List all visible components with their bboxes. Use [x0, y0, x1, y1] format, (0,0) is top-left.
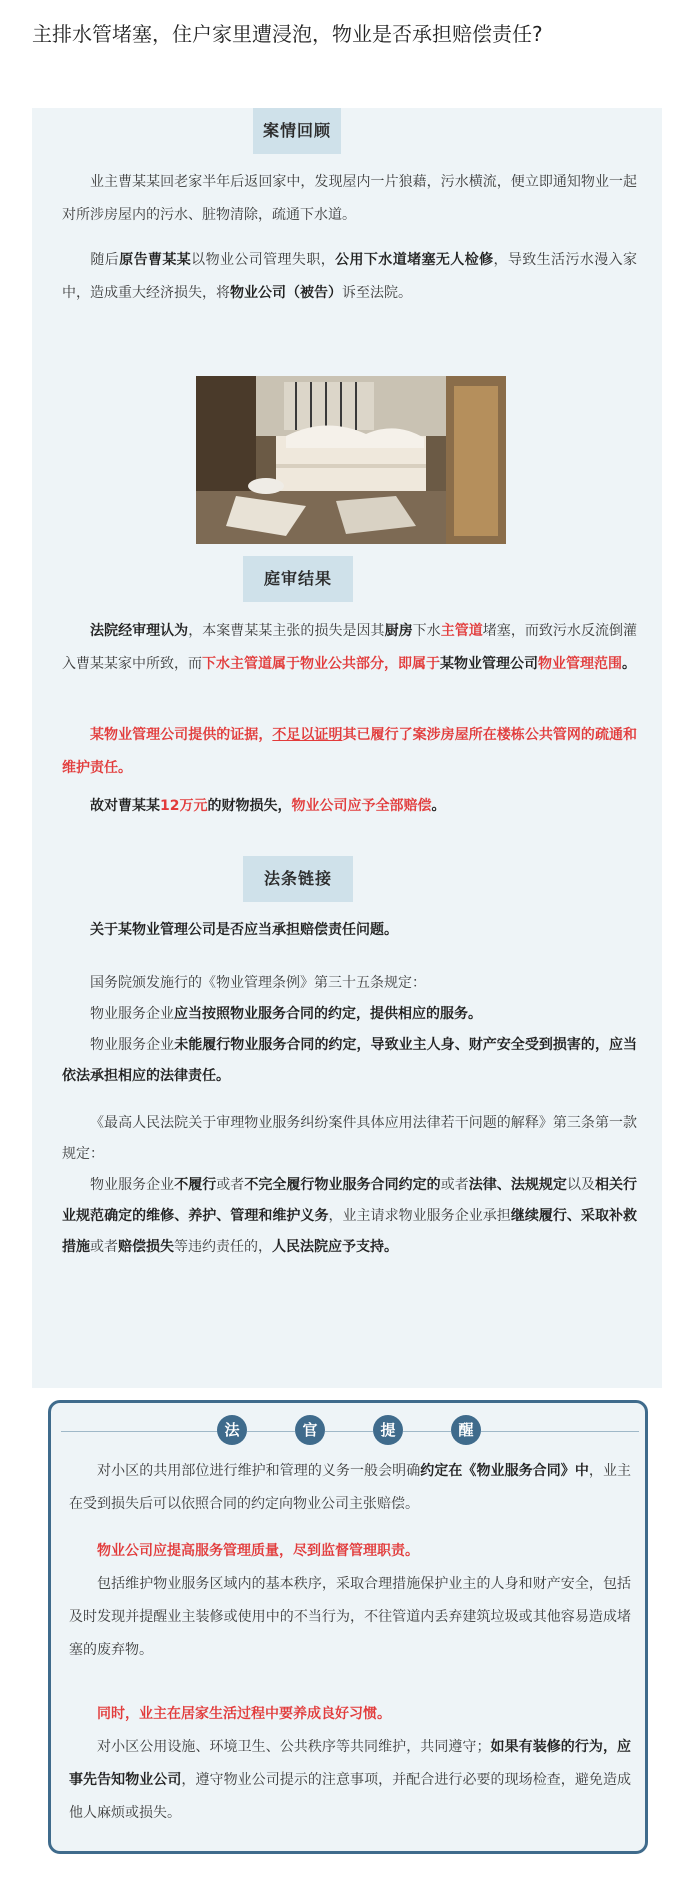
section-title-law: 法条链接 [243, 856, 353, 902]
text-run: 未能履行物业服务合同的约定，导致业主人身、财产安全受到损害的，应当依法承担相应的法律责任。 [62, 1037, 638, 1084]
text-run: 下水 [412, 623, 441, 639]
reminder-paragraph-1 [69, 1455, 631, 1521]
reminder-paragraph-3 [69, 1698, 631, 1830]
case-p1-text: 业主曹某某回老家半年后返回家中，发现屋内一片狼藉，污水横流，便立即通知物业一起对所涉房屋内的污水、脏物清除，疏通下水道。 [62, 174, 637, 223]
trial-paragraph-2 [62, 719, 637, 785]
text-run: 对小区公用设施、环境卫生、公共秩序等共同维护，共同遵守； [97, 1739, 491, 1755]
text-run: 人民法院应予支持。 [272, 1239, 398, 1255]
text-run: ，业主在受到损失后可以依照合同的约定向物业公司主张赔偿。 [69, 1463, 632, 1512]
divider [247, 1431, 295, 1432]
judge-reminder-box [48, 1400, 648, 1854]
divider [481, 1431, 639, 1432]
section-title-case: 案情回顾 [253, 108, 341, 154]
management-scope-highlight: 物业管理范围 [538, 656, 622, 672]
text-run: 以物业公司管理失职， [191, 252, 336, 268]
text-run: 不完全履行物业服务合同约定的 [244, 1177, 441, 1193]
divider [325, 1431, 373, 1432]
text-run: 某物业管理公司 [440, 656, 538, 672]
court-opinion-lead: 法院经审理认为 [90, 623, 189, 639]
text-run: 相关行业规范确定的维修、养护、管理和维护义务 [62, 1177, 638, 1224]
claim-reason: 公用下水道堵塞无人检修 [335, 252, 494, 268]
text-run: 物业服务企业 [90, 1177, 175, 1193]
text-run: 厨房 [384, 623, 413, 639]
trial-paragraph-1 [62, 615, 637, 681]
text-run: 不履行 [174, 1177, 217, 1193]
contract-highlight: 约定在《物业服务合同》中 [420, 1463, 589, 1479]
text-run: ，遵守物业公司提示的注意事项，并配合进行必要的现场检查，避免造成他人麻烦或损失。 [69, 1772, 632, 1821]
text-run: 其已履行了案涉房屋所在楼栋公共管网的疏通和维护责任。 [62, 727, 638, 776]
reminder-paragraph-2 [69, 1535, 631, 1667]
text-run: 某物业管理公司提供的证据， [90, 727, 273, 743]
text-run: 等违约责任的， [174, 1239, 272, 1255]
divider [61, 1431, 219, 1432]
reminder-char-4: 醒 [451, 1415, 481, 1445]
public-part-highlight: 下水主管道属于物业公共部分，即属于 [202, 656, 440, 672]
plaintiff-name: 原告曹某某 [119, 252, 192, 268]
compensation-amount: 12万元 [160, 798, 208, 814]
reminder-char-2: 官 [295, 1415, 325, 1445]
text-run: 继续履行、采取补救措施 [62, 1208, 638, 1255]
section-title-trial: 庭审结果 [243, 556, 353, 602]
text-run: 关于某物业管理公司是否应当承担赔偿责任问题。 [90, 922, 398, 938]
case-paragraph-1 [62, 166, 637, 232]
law-paragraph-1 [62, 914, 637, 947]
regulation-citation: 国务院颁发施行的《物业管理条例》第三十五条规定： [90, 975, 426, 991]
property-duty-heading: 物业公司应提高服务管理质量，尽到监督管理职责。 [97, 1543, 419, 1559]
text-run: 或者 [440, 1177, 469, 1193]
text-run: 法律、法规规定 [468, 1177, 567, 1193]
owner-habit-heading: 同时，业主在居家生活过程中要养成良好习惯。 [97, 1706, 391, 1722]
text-run: 以及 [566, 1177, 595, 1193]
text-run: 对小区的共用部位进行维护和管理的义务一般会明确 [97, 1463, 421, 1479]
text-run: 物业服务企业 [90, 1006, 174, 1022]
law-paragraph-3 [62, 1108, 637, 1263]
text-run: 或者 [216, 1177, 245, 1193]
text-run: 或者 [90, 1239, 118, 1255]
text-run: 物业服务企业 [90, 1037, 175, 1053]
text-run: ，业主请求物业服务企业承担 [328, 1208, 511, 1224]
judicial-interpretation-citation: 《最高人民法院关于审理物业服务纠纷案件具体应用法律若干问题的解释》第三条第一款规定： [62, 1115, 637, 1162]
flooded-room-photo [196, 376, 506, 544]
text-run: ，本案曹某某主张的损失是因其 [188, 623, 385, 639]
text-run: ，导致生活污水漫入家中，造成重大经济损失，将 [62, 252, 638, 301]
insufficient-proof-highlight: 不足以证明 [272, 727, 343, 743]
defendant-name: 物业公司（被告） [230, 285, 342, 301]
case-panel [32, 108, 662, 1388]
text-run: 赔偿损失 [118, 1239, 174, 1255]
text-run: 包括维护物业服务区域内的基本秩序，采取合理措施保护业主的人身和财产安全，包括及时发现并提醒业主装修或使用中的不当行为，不往管道内丢弃建筑垃圾或其他容易造成堵塞的废弃物。 [69, 1576, 631, 1658]
text-run: 堵塞，而致污水反流倒灌入曹某某家中所致，而 [62, 623, 638, 672]
text-run: 。 [622, 656, 636, 672]
text-run: 。 [431, 798, 446, 814]
reminder-char-3: 提 [373, 1415, 403, 1445]
trial-paragraph-3 [62, 790, 637, 823]
text-run: 应当按照物业服务合同的约定，提供相应的服务。 [174, 1006, 482, 1022]
text-run: 的财物损失， [207, 798, 292, 814]
article-question-title: 主排水管堵塞，住户家里遭浸泡，物业是否承担赔偿责任? [32, 22, 543, 46]
text-run: 诉至法院。 [342, 285, 412, 301]
renovation-notice-highlight: 如果有装修的行为，应事先告知物业公司 [69, 1739, 632, 1788]
full-compensation-highlight: 物业公司应予全部赔偿 [291, 798, 432, 814]
law-paragraph-2 [62, 968, 637, 1092]
divider [403, 1431, 451, 1432]
text-run: 故对曹某某 [90, 798, 160, 814]
case-paragraph-2 [62, 244, 637, 310]
main-pipe-highlight: 主管道 [440, 623, 483, 639]
reminder-char-1: 法 [217, 1415, 247, 1445]
text-run: 随后 [90, 252, 120, 268]
